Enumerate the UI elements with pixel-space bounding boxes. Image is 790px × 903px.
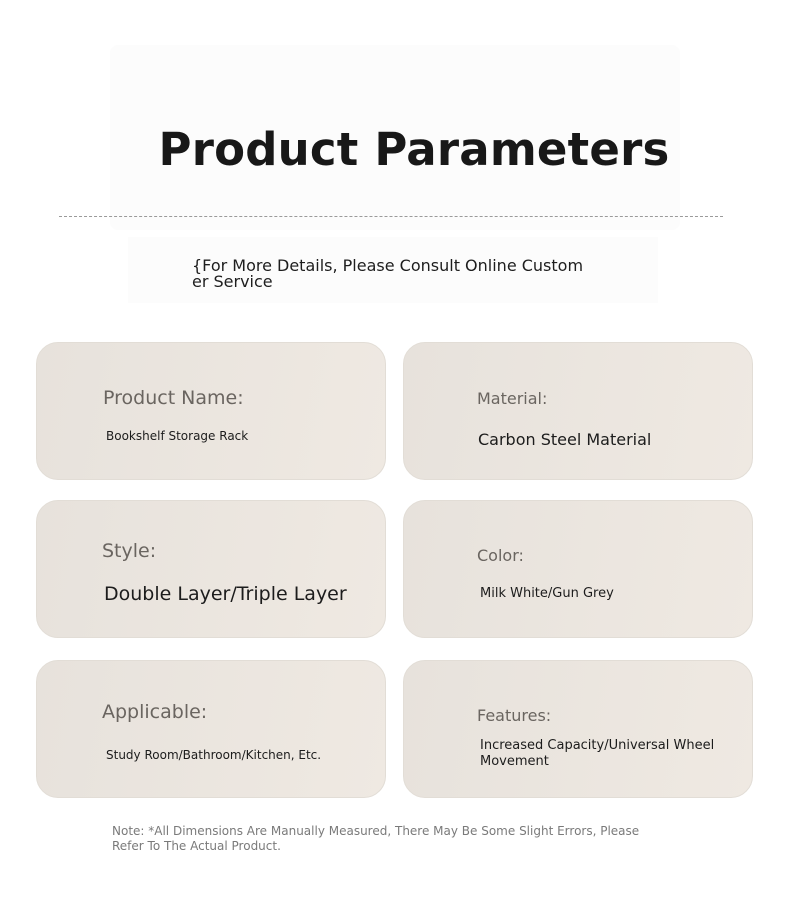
param-label: Product Name: [103, 387, 244, 409]
param-card-product-name [36, 342, 386, 480]
param-value: Bookshelf Storage Rack [106, 429, 249, 443]
page-title: Product Parameters [158, 123, 670, 176]
param-card-color [403, 500, 753, 638]
page-subtitle: {For More Details, Please Consult Online Customer Service [192, 256, 584, 291]
param-card-material [403, 342, 753, 480]
param-value: Milk White/Gun Grey [480, 586, 614, 601]
param-card-style [36, 500, 386, 638]
param-label: Features: [477, 706, 552, 725]
param-value: Double Layer/Triple Layer [104, 583, 347, 605]
param-value: Carbon Steel Material [478, 430, 652, 449]
param-card-features [403, 660, 753, 798]
dashed-divider [59, 216, 723, 217]
param-label: Applicable: [102, 701, 208, 723]
param-label: Material: [477, 389, 548, 408]
param-label: Color: [477, 546, 524, 565]
param-label: Style: [102, 540, 157, 562]
measurement-note: Note: *All Dimensions Are Manually Measured, There May Be Some Slight Errors, Please Refer To The Actual Product. [112, 824, 640, 853]
param-value: Increased Capacity/Universal Wheel Movement [480, 738, 715, 769]
param-value: Study Room/Bathroom/Kitchen, Etc. [106, 748, 322, 762]
param-card-applicable [36, 660, 386, 798]
